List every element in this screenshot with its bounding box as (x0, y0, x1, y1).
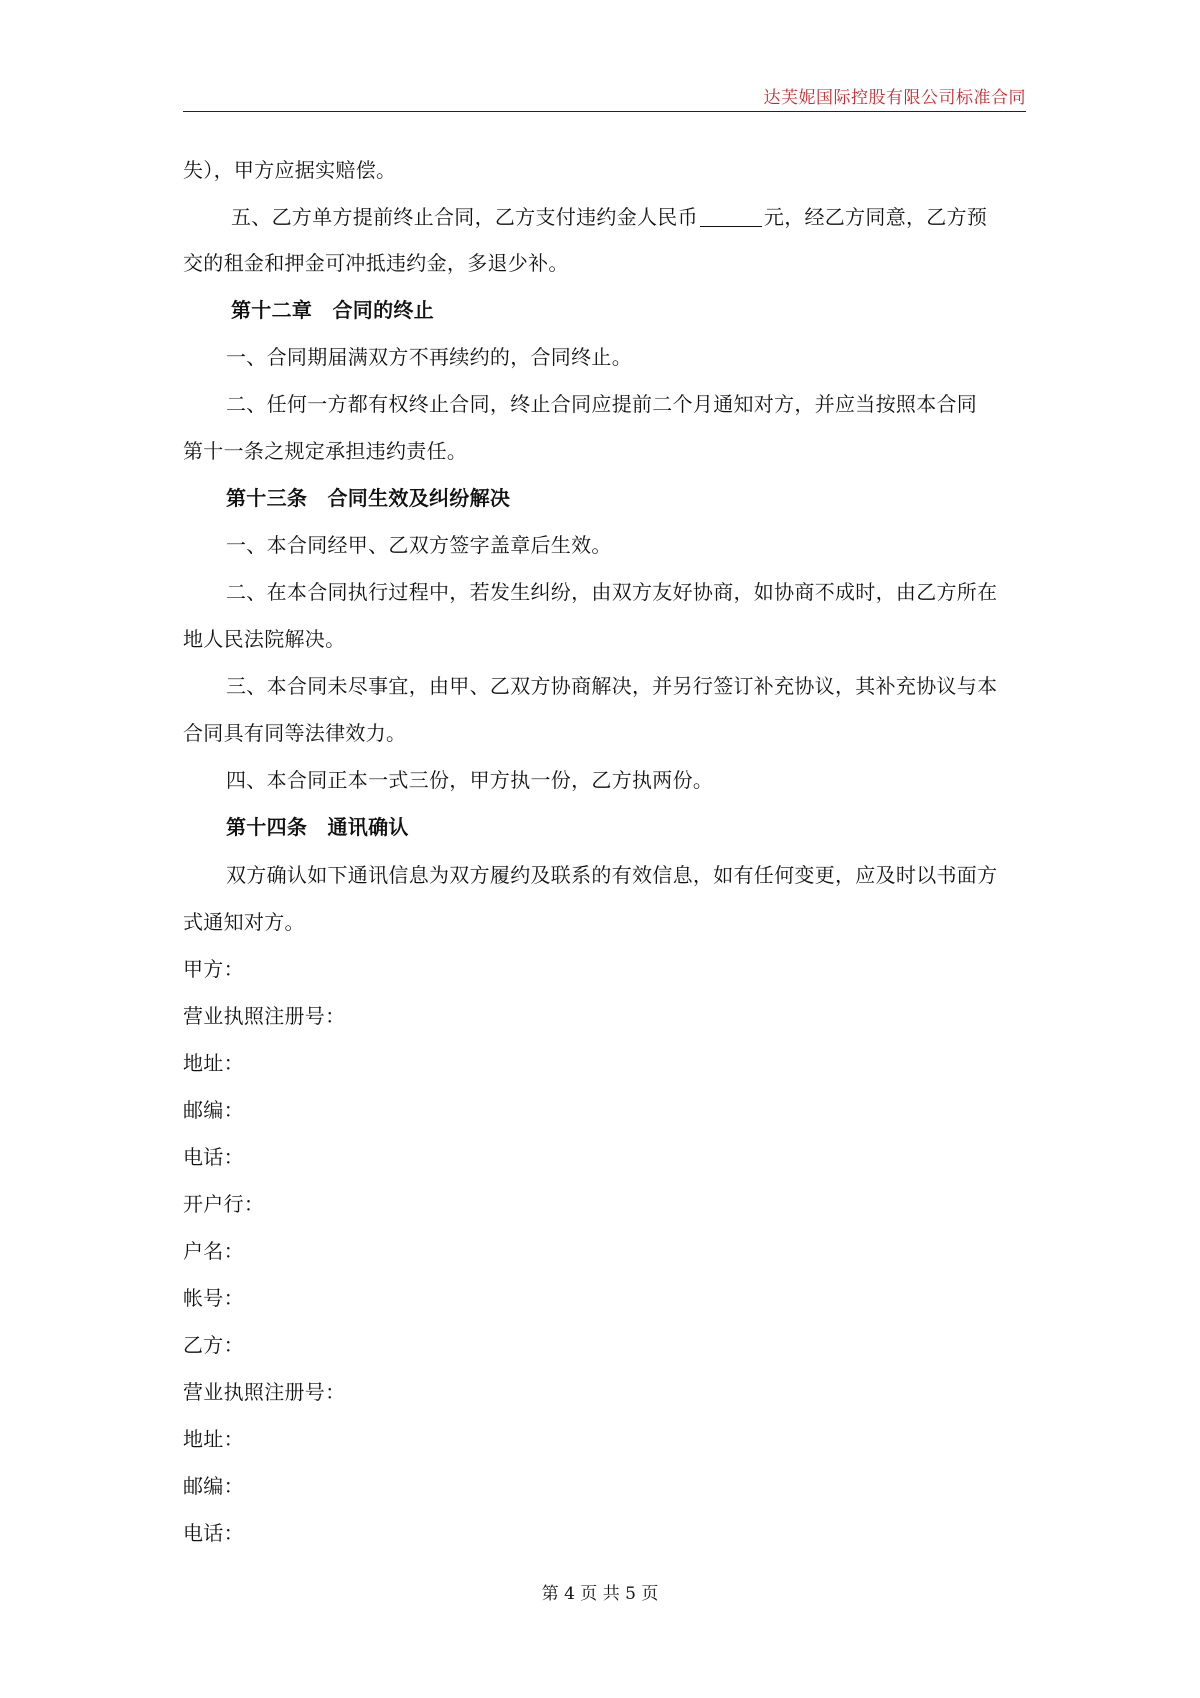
paragraph-copies: 四、本合同正本一式三份，甲方执一份，乙方执两份。 (226, 768, 714, 792)
header-company-title: 达芙妮国际控股有限公司标准合同 (763, 88, 1026, 108)
party-b-label: 乙方： (183, 1333, 244, 1357)
paragraph-early-termination-text-before: 五、乙方单方提前终止合同，乙方支付违约金人民币 (231, 205, 698, 229)
party-b-postcode-field: 邮编： (183, 1474, 244, 1498)
section-heading-article-13: 第十三条 合同生效及纠纷解决 (226, 486, 511, 510)
party-a-label: 甲方： (183, 957, 244, 981)
penalty-amount-blank (700, 206, 762, 227)
paragraph-dispute: 二、在本合同执行过程中，若发生纠纷，由双方友好协商，如协商不成时，由乙方所在 (226, 580, 998, 604)
paragraph-supplement-cont: 合同具有同等法律效力。 (183, 721, 407, 745)
paragraph-continuation: 失），甲方应据实赔偿。 (183, 158, 397, 182)
section-heading-article-14: 第十四条 通讯确认 (226, 815, 409, 839)
party-a-account-number-field: 帐号： (183, 1286, 244, 1310)
party-b-phone-field: 电话： (183, 1521, 244, 1545)
paragraph-early-termination (231, 201, 1074, 233)
header-divider (183, 111, 1026, 112)
party-b-address-field: 地址： (183, 1427, 244, 1451)
paragraph-communication-cont: 式通知对方。 (183, 910, 305, 934)
paragraph-early-termination-text-after: 元，经乙方同意，乙方预 (763, 205, 988, 229)
paragraph-termination-2: 二、任何一方都有权终止合同，终止合同应提前二个月通知对方，并应当按照本合同 (226, 392, 978, 416)
paragraph-termination-1: 一、合同期届满双方不再续约的，合同终止。 (226, 345, 632, 369)
paragraph-dispute-cont: 地人民法院解决。 (183, 627, 346, 651)
paragraph-termination-2-cont: 第十一条之规定承担违约责任。 (183, 439, 468, 463)
party-a-address-field: 地址： (183, 1051, 244, 1075)
paragraph-effective: 一、本合同经甲、乙双方签字盖章后生效。 (226, 533, 612, 557)
paragraph-early-termination-cont: 交的租金和押金可冲抵违约金，多退少补。 (183, 251, 569, 275)
party-b-license-field: 营业执照注册号： (183, 1380, 346, 1404)
party-a-license-field: 营业执照注册号： (183, 1004, 346, 1028)
party-a-account-name-field: 户名： (183, 1239, 244, 1263)
paragraph-communication: 双方确认如下通讯信息为双方履约及联系的有效信息，如有任何变更，应及时以书面方 (226, 863, 998, 887)
paragraph-supplement: 三、本合同未尽事宜，由甲、乙双方协商解决，并另行签订补充协议，其补充协议与本 (226, 674, 998, 698)
section-heading-chapter-12: 第十二章 合同的终止 (231, 298, 434, 322)
party-a-bank-field: 开户行： (183, 1192, 265, 1216)
party-a-phone-field: 电话： (183, 1145, 244, 1169)
page-number-footer: 第 4 页 共 5 页 (541, 1584, 659, 1604)
party-a-postcode-field: 邮编： (183, 1098, 244, 1122)
